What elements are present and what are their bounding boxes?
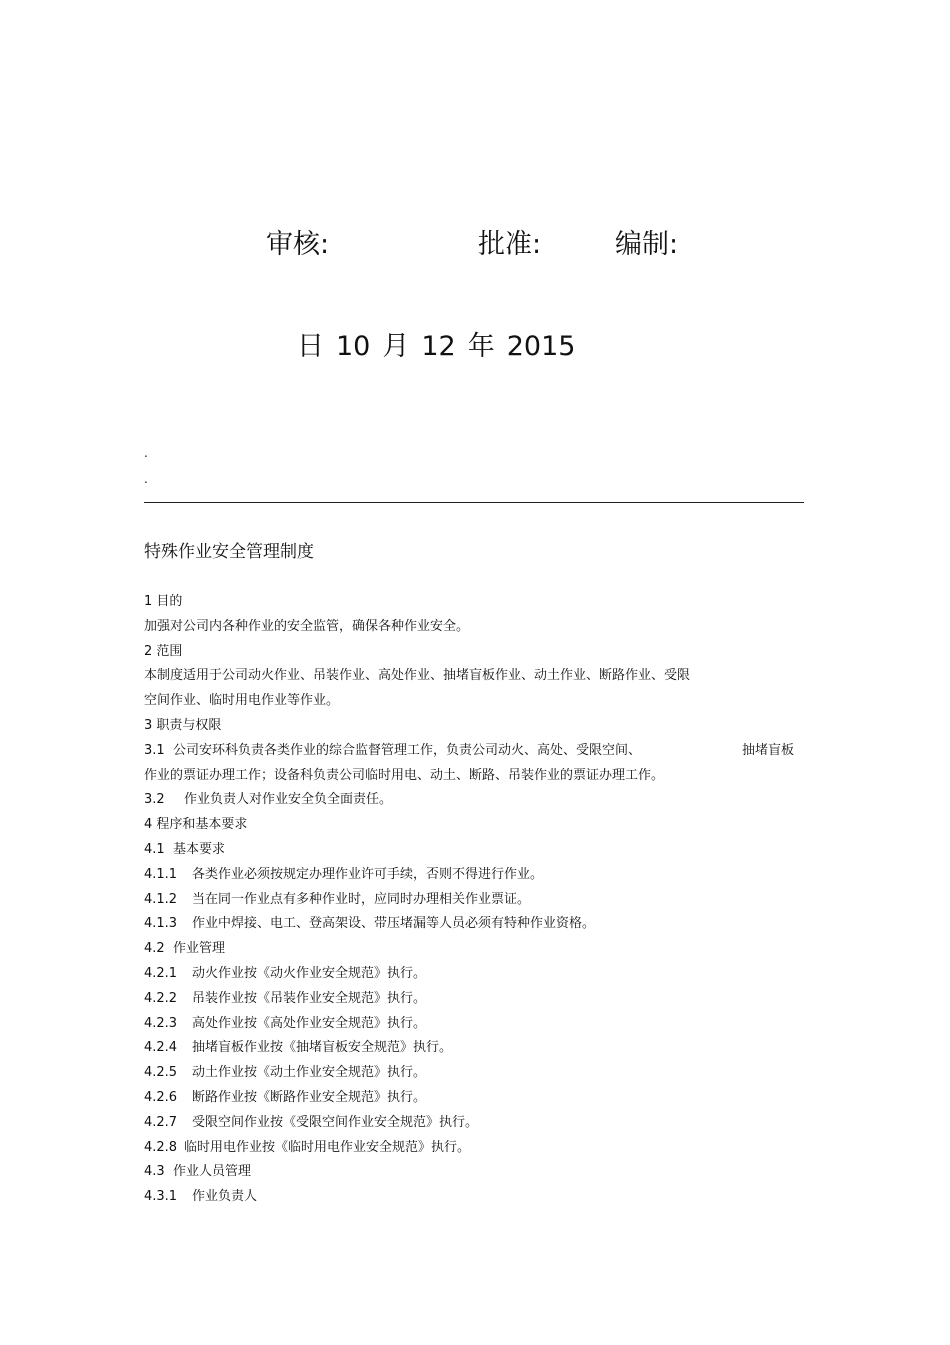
clause-number: 4.1.2	[144, 891, 178, 907]
paragraph: 本制度适用于公司动火作业、吊装作业、高处作业、抽堵盲板作业、动土作业、断路作业、受限	[144, 668, 691, 684]
clause-number: 4.2.7	[144, 1114, 178, 1130]
clause-4-2-8	[144, 1136, 814, 1161]
clause-number: 4.2.5	[144, 1065, 178, 1081]
section-heading: 3 职责与权限	[144, 717, 222, 733]
clause-4-2-7	[144, 1111, 814, 1136]
clause-text: 各类作业必须按规定办理作业许可手续，否则不得进行作业。	[192, 866, 544, 882]
clause-4-1-1	[144, 863, 814, 888]
document-body	[144, 590, 814, 1210]
clause-4-3-1	[144, 1185, 814, 1210]
clause-3-1	[144, 739, 814, 764]
clause-4-1	[144, 838, 814, 863]
clause-number: 4.3	[144, 1164, 165, 1180]
paragraph: 加强对公司内各种作业的安全监管，确保各种作业安全。	[144, 618, 470, 634]
clause-text: 作业人员管理	[173, 1164, 252, 1180]
clause-number: 4.3.1	[144, 1189, 178, 1205]
clause-text: 断路作业按《断路作业安全规范》执行。	[192, 1089, 427, 1105]
clause-number: 4.2.2	[144, 990, 178, 1006]
clause-text: 临时用电作业按《临时用电作业安全规范》执行。	[184, 1139, 471, 1155]
clause-text: 作业中焊接、电工、登高架设、带压堵漏等人员必须有特种作业资格。	[192, 916, 596, 932]
clause-4-2-1	[144, 962, 814, 987]
clause-4-1-3	[144, 912, 814, 937]
clause-text: 吊装作业按《吊装作业安全规范》执行。	[192, 990, 427, 1006]
clause-number: 3.1	[144, 742, 165, 758]
section-heading: 2 范围	[144, 643, 183, 659]
document-title: 特殊作业安全管理制度	[144, 542, 314, 562]
clause-4-2	[144, 937, 814, 962]
date-line	[297, 330, 575, 364]
clause-text: 基本要求	[173, 841, 226, 857]
clause-number: 4.2.8	[144, 1139, 178, 1155]
clause-text: 作业管理	[173, 941, 226, 957]
approve-label: 批准:	[478, 229, 542, 260]
clause-number: 4.1	[144, 841, 165, 857]
clause-text: 高处作业按《高处作业安全规范》执行。	[192, 1015, 427, 1031]
clause-text: 动土作业按《动土作业安全规范》执行。	[192, 1065, 427, 1081]
clause-text: 作业负责人	[192, 1189, 258, 1205]
paragraph: 作业的票证办理工作；设备科负责公司临时用电、动土、断路、吊装作业的票证办理工作。	[144, 767, 665, 783]
clause-text-right: 抽堵盲板	[742, 742, 795, 758]
date-day-char: 日	[297, 331, 324, 362]
date-day-number: 10	[336, 331, 371, 362]
page-mark-dot: .	[144, 446, 148, 460]
section-heading: 4 程序和基本要求	[144, 817, 248, 833]
clause-4-2-4	[144, 1036, 814, 1061]
review-label: 审核:	[266, 229, 330, 260]
clause-number: 4.1.3	[144, 916, 178, 932]
clause-text: 受限空间作业按《受限空间作业安全规范》执行。	[192, 1114, 479, 1130]
date-month-number: 12	[421, 331, 456, 362]
paragraph: 空间作业、临时用电作业等作业。	[144, 693, 340, 709]
clause-text: 作业负责人对作业安全负全面责任。	[184, 792, 393, 808]
clause-3-2	[144, 788, 814, 813]
clause-4-2-3	[144, 1012, 814, 1037]
clause-number: 4.2.3	[144, 1015, 178, 1031]
clause-number: 4.2.4	[144, 1040, 178, 1056]
clause-4-2-6	[144, 1086, 814, 1111]
clause-4-2-5	[144, 1061, 814, 1086]
clause-text: 动火作业按《动火作业安全规范》执行。	[192, 965, 427, 981]
clause-number: 4.1.1	[144, 866, 178, 882]
clause-number: 4.2.1	[144, 965, 178, 981]
clause-text: 当在同一作业点有多种作业时，应同时办理相关作业票证。	[192, 891, 531, 907]
date-month-char: 月	[382, 331, 410, 362]
date-year-char: 年	[467, 331, 495, 362]
clause-4-2-2	[144, 987, 814, 1012]
clause-number: 3.2	[144, 792, 165, 808]
section-heading: 1 目的	[144, 594, 183, 609]
page-mark-dot: .	[144, 472, 148, 486]
header-divider	[144, 502, 804, 503]
clause-number: 4.2	[144, 941, 165, 957]
clause-number: 4.2.6	[144, 1089, 178, 1105]
date-year-number: 2015	[506, 331, 576, 362]
compile-label: 编制:	[615, 229, 679, 260]
clause-4-3	[144, 1160, 814, 1185]
clause-4-1-2	[144, 888, 814, 913]
clause-text: 公司安环科负责各类作业的综合监督管理工作，负责公司动火、高处、受限空间、	[173, 742, 642, 758]
clause-text: 抽堵盲板作业按《抽堵盲板安全规范》执行。	[192, 1040, 453, 1056]
